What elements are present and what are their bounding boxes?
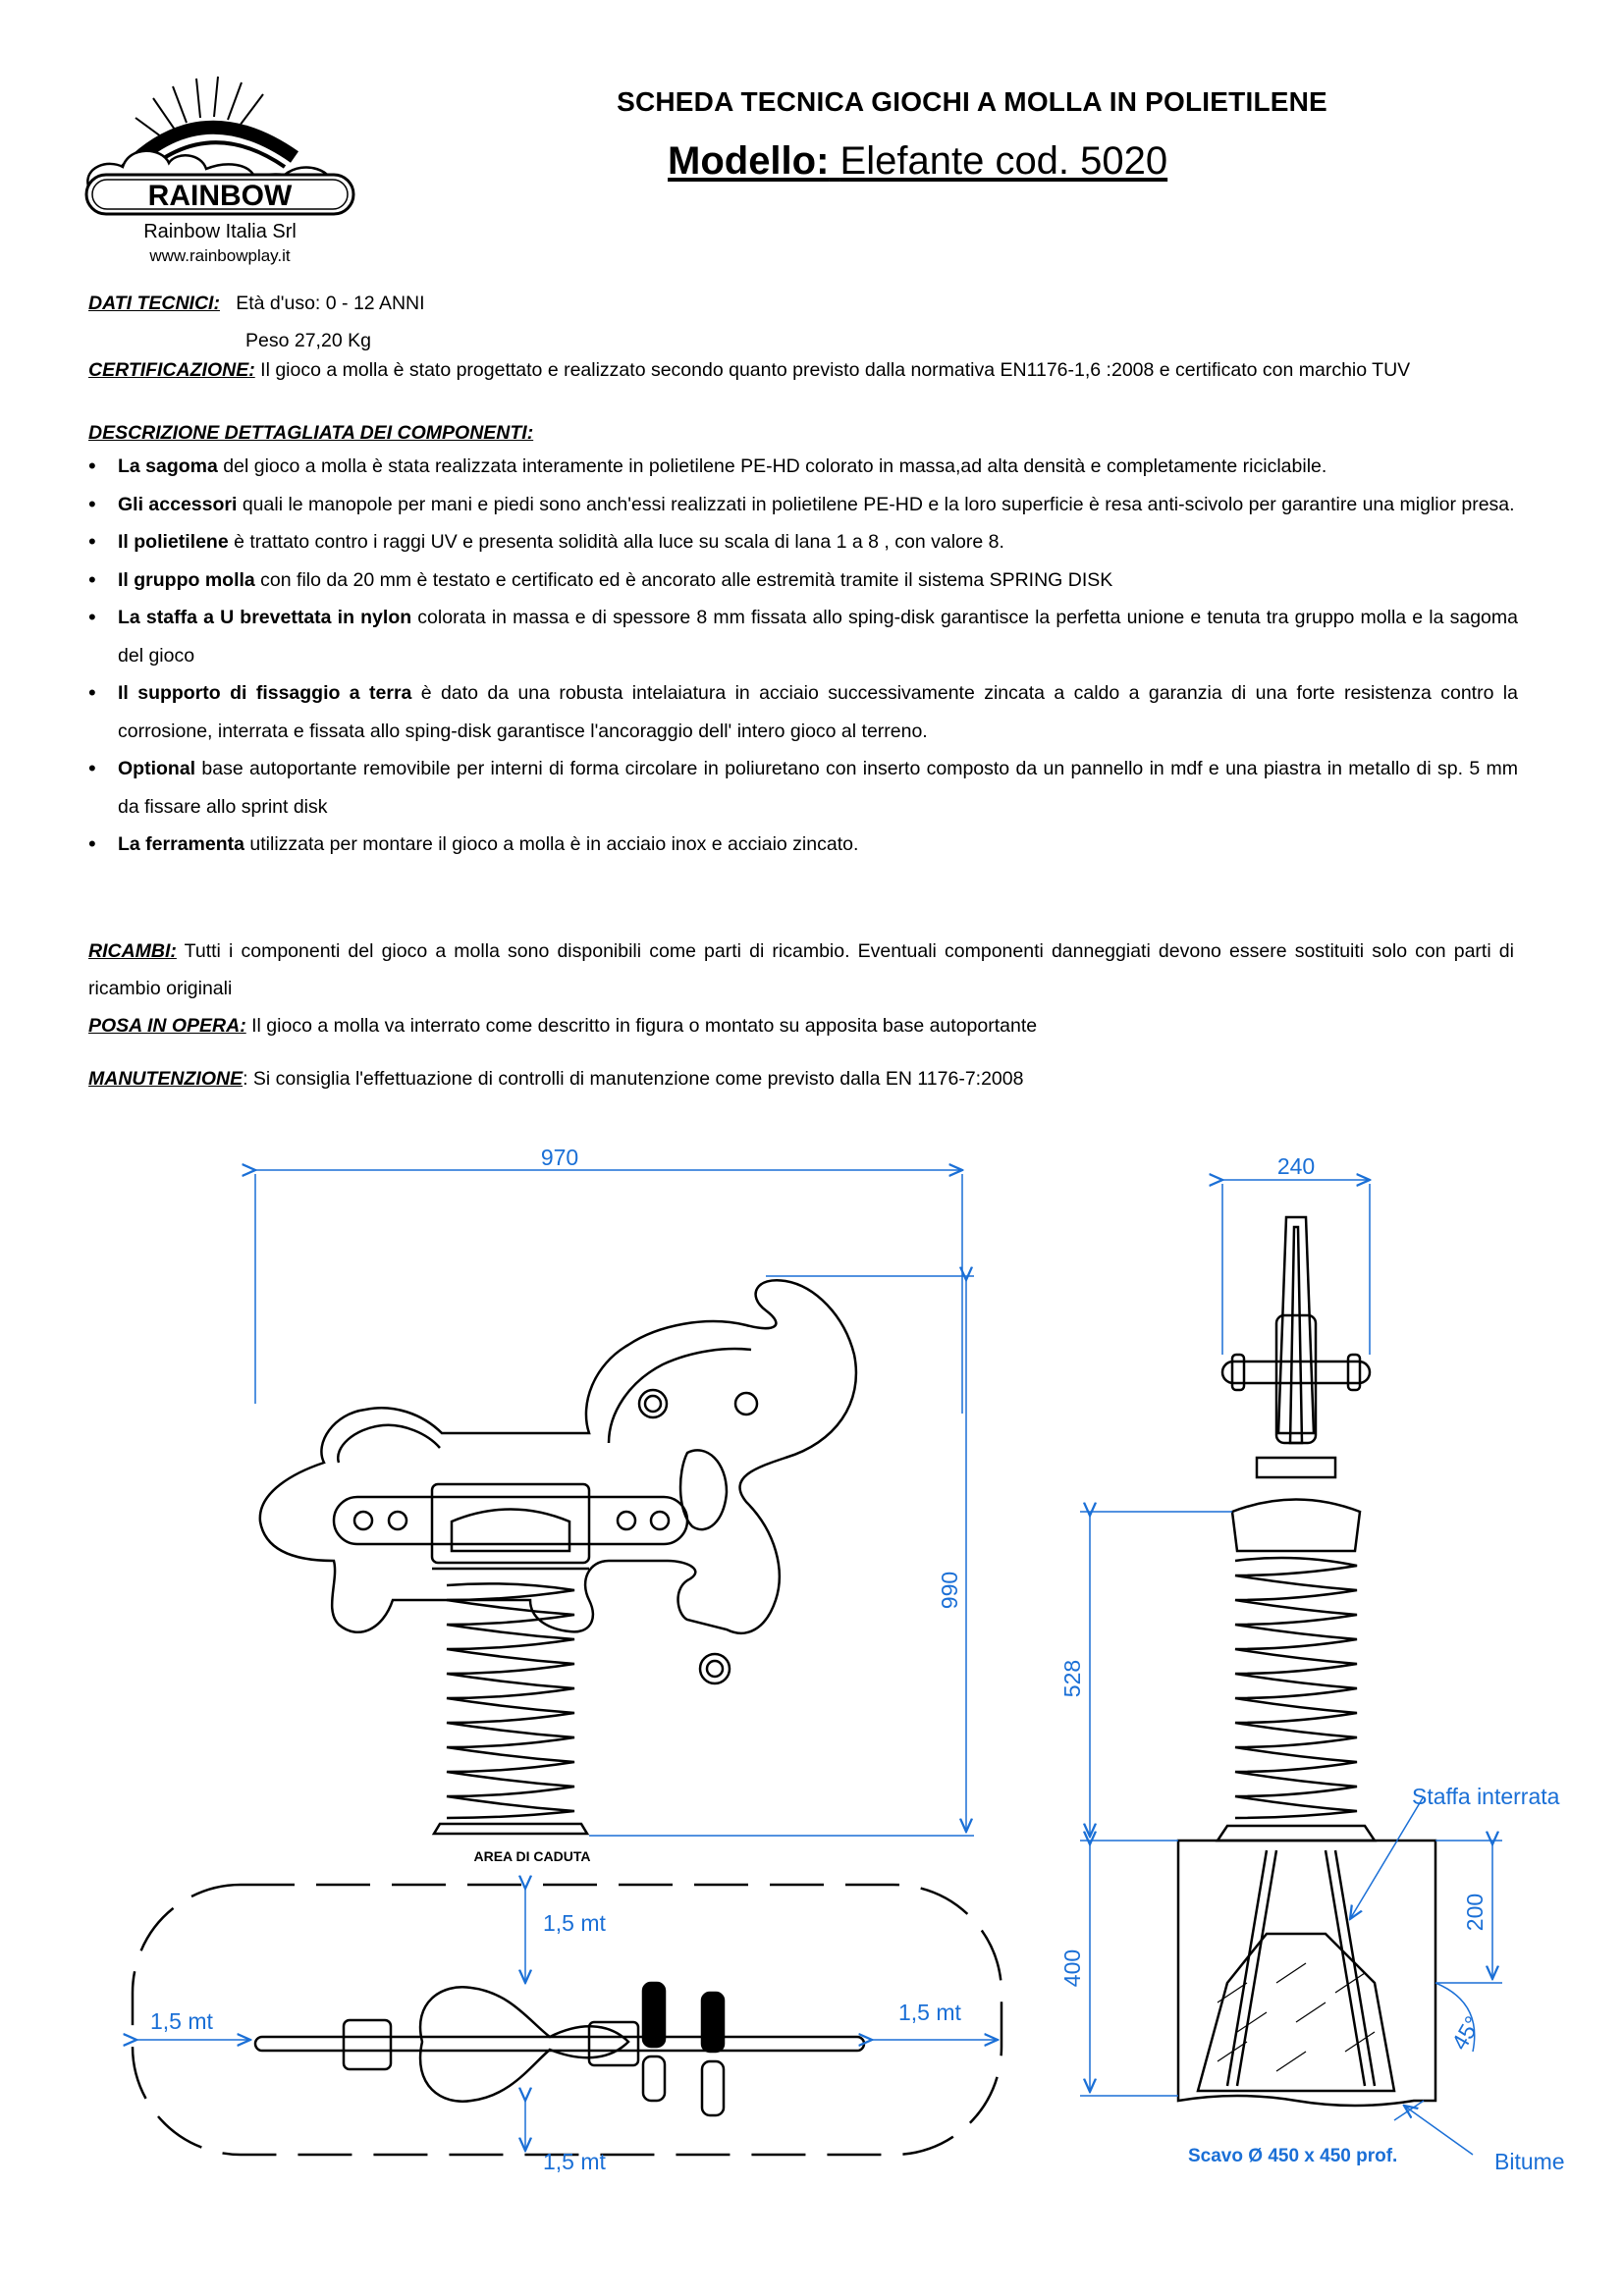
ground-section bbox=[1178, 1841, 1435, 2106]
dim-200: 200 bbox=[1462, 1893, 1488, 1932]
list-item: • La sagoma del gioco a molla è stata realizzata interamente in polietilene PE-HD colorato in massa,ad alta densità e completamente riciclabile. bbox=[88, 448, 1518, 486]
logo-website: www.rainbowplay.it bbox=[149, 246, 291, 265]
man-text: : Si consiglia l'effettuazione di controlli di manutenzione come previsto dalla EN 1176-7:2008 bbox=[243, 1068, 1024, 1090]
model-title bbox=[668, 139, 1167, 184]
logo-brand: RAINBOW bbox=[147, 180, 293, 212]
dim-angle: 45° bbox=[1446, 2011, 1487, 2055]
dim-width: 970 bbox=[540, 1145, 579, 1170]
list-item: • Il polietilene è trattato contro i raggi UV e presenta solidità alla luce su scala di lana 1 a 8 , con valore 8. bbox=[88, 523, 1518, 561]
ricambi bbox=[88, 933, 1514, 1007]
rainbow-logo bbox=[79, 69, 373, 265]
certificazione bbox=[88, 359, 1512, 381]
fall-top: 1,5 mt bbox=[543, 1910, 606, 1936]
front-view bbox=[260, 1280, 856, 1834]
descrizione-heading: DESCRIZIONE DETTAGLIATA DEI COMPONENTI: bbox=[88, 422, 534, 444]
cert-label: CERTIFICAZIONE: bbox=[88, 359, 255, 381]
man-label: MANUTENZIONE bbox=[88, 1068, 244, 1090]
ricambi-label: RICAMBI: bbox=[88, 940, 177, 962]
model-label: Modello: bbox=[668, 139, 830, 183]
label-bitume: Bitume bbox=[1494, 2149, 1565, 2174]
top-view bbox=[255, 1983, 864, 2115]
logo-company: Rainbow Italia Srl bbox=[143, 221, 297, 242]
dati-eta: Età d'uso: 0 - 12 ANNI bbox=[236, 293, 425, 314]
spring-icon bbox=[434, 1583, 587, 1834]
list-item: • Il supporto di fissaggio a terra è dato da una robusta intelaiatura in acciaio successivamente zincata a caldo a garanzia di una forte resistenza contro la corrosione, interrata e fissata allo sping-disk garantisce l'ancoraggio dell' intero gioco al terreno. bbox=[88, 674, 1518, 750]
dim-height: 990 bbox=[937, 1571, 962, 1610]
ricambi-text: Tutti i componenti del gioco a molla sono disponibili come parti di ricambio. Eventuali componenti danneggiati devono essere sostituiti solo con parti di ricambio originali bbox=[88, 940, 1514, 999]
elephant-shape bbox=[260, 1280, 856, 1633]
manutenzione bbox=[88, 1060, 1023, 1097]
fall-right: 1,5 mt bbox=[898, 2000, 961, 2025]
dati-tecnici bbox=[88, 285, 425, 322]
component-list bbox=[88, 448, 1518, 864]
model-value: Elefante cod. 5020 bbox=[839, 139, 1168, 183]
label-staffa: Staffa interrata bbox=[1412, 1784, 1560, 1809]
fall-bottom: 1,5 mt bbox=[543, 2149, 606, 2174]
label-scavo: Scavo Ø 450 x 450 prof. bbox=[1188, 2146, 1398, 2166]
list-item: • La staffa a U brevettata in nylon colorata in massa e di spessore 8 mm fissata allo sping-disk garantisce la perfetta unione e tenuta tra gruppo molla e la sagoma del gioco bbox=[88, 599, 1518, 674]
list-item: • Il gruppo molla con filo da 20 mm è testato e certificato ed è ancorato alle estremità tramite il sistema SPRING DISK bbox=[88, 561, 1518, 600]
cert-text: Il gioco a molla è stato progettato e realizzato secondo quanto previsto dalla normativa EN1176-1,6 :2008 e certificato con marchio TUV bbox=[254, 359, 1411, 381]
dati-label: DATI TECNICI: bbox=[88, 293, 220, 314]
posa-in-opera bbox=[88, 1007, 1037, 1044]
spring-icon bbox=[1235, 1558, 1357, 1818]
dim-400: 400 bbox=[1059, 1949, 1085, 1988]
dim-side-width: 240 bbox=[1276, 1153, 1316, 1179]
list-item: • Optional base autoportante removibile per interni di forma circolare in poliuretano con inserto composto da un pannello in mdf e una piastra in metallo di sp. 5 mm da fissare allo sprint disk bbox=[88, 750, 1518, 826]
elephant-eye bbox=[639, 1390, 667, 1417]
fall-left: 1,5 mt bbox=[150, 2008, 213, 2034]
technical-drawing bbox=[0, 1119, 1624, 2296]
area-title: AREA DI CADUTA bbox=[473, 1848, 591, 1864]
dim-528: 528 bbox=[1059, 1659, 1085, 1698]
posa-label: POSA IN OPERA: bbox=[88, 1015, 246, 1037]
posa-text: Il gioco a molla va interrato come descritto in figura o montato su apposita base autoportante bbox=[245, 1015, 1038, 1037]
list-item: • La ferramenta utilizzata per montare il gioco a molla è in acciaio inox e acciaio zincato. bbox=[88, 826, 1518, 864]
page-title: SCHEDA TECNICA GIOCHI A MOLLA IN POLIETILENE bbox=[617, 86, 1327, 117]
side-view bbox=[1178, 1217, 1435, 2106]
front-dimensions bbox=[255, 1170, 974, 1836]
dati-peso: Peso 27,20 Kg bbox=[245, 330, 371, 351]
list-item: • Gli accessori quali le manopole per mani e piedi sono anch'essi realizzati in polietilene PE-HD e la loro superficie è resa anti-scivolo per garantire una miglior presa. bbox=[88, 486, 1518, 524]
